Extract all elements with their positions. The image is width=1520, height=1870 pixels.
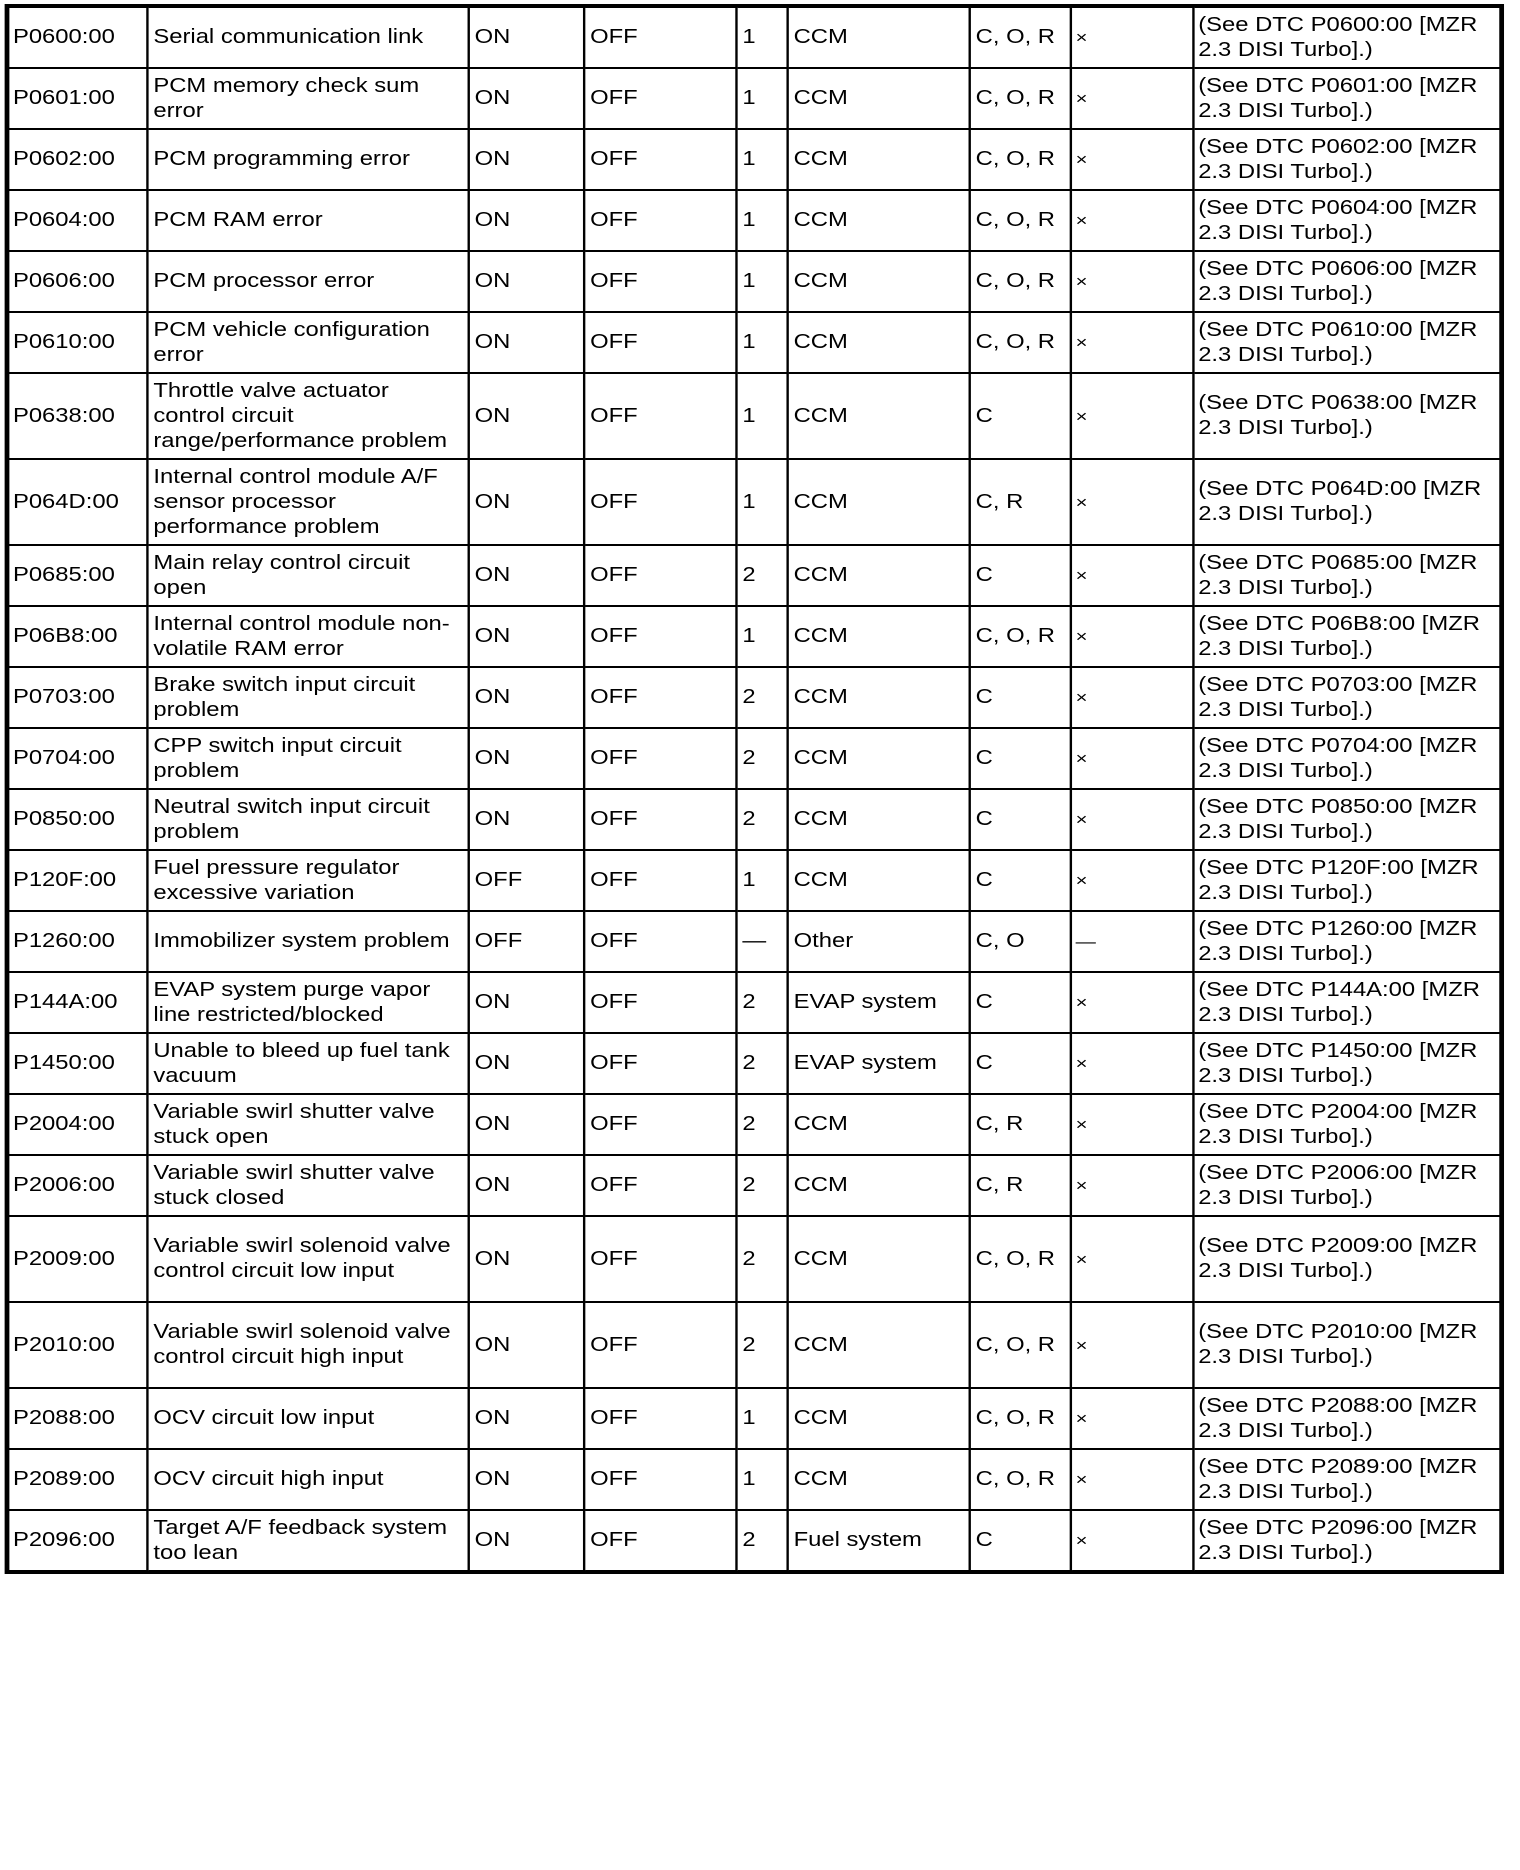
drive-cycle-cell: 1 (736, 606, 787, 667)
mil-status-cell: ON (469, 7, 584, 68)
mil-status-cell: OFF (469, 850, 584, 911)
monitor-item-cell: CCM (788, 1449, 970, 1510)
dtc-description-cell: Unable to bleed up fuel tank vacuum (147, 1033, 468, 1094)
self-test-cell: × (1071, 129, 1194, 190)
mil-status-cell: ON (469, 545, 584, 606)
page-reference-cell: (See DTC P064D:00 [MZR 2.3 DISI Turbo].) (1193, 459, 1500, 545)
self-test-cell: × (1071, 7, 1194, 68)
monitor-item-cell: CCM (788, 373, 970, 459)
self-test-cell: × (1071, 1155, 1194, 1216)
dtc-code-cell: P0601:00 (8, 68, 147, 129)
dtc-code-cell: P144A:00 (8, 972, 147, 1033)
mil-status-cell: ON (469, 1302, 584, 1388)
dtc-form-cell: C, O (970, 911, 1071, 972)
page-reference-cell: (See DTC P0638:00 [MZR 2.3 DISI Turbo].) (1193, 373, 1500, 459)
table-row (8, 129, 1500, 190)
dtc-form-cell: C, O, R (970, 1449, 1071, 1510)
dtc-code-cell: P2089:00 (8, 1449, 147, 1510)
dtc-code-cell: P0850:00 (8, 789, 147, 850)
dtc-form-cell: C, O, R (970, 606, 1071, 667)
self-test-cell: × (1071, 190, 1194, 251)
page-reference-cell: (See DTC P0601:00 [MZR 2.3 DISI Turbo].) (1193, 68, 1500, 129)
dtc-description-cell: Internal control module A/F sensor processor performance problem (147, 459, 468, 545)
table-row (8, 1216, 1500, 1302)
table-row (8, 1155, 1500, 1216)
self-test-cell: × (1071, 606, 1194, 667)
monitor-item-cell: CCM (788, 7, 970, 68)
generator-light-cell: OFF (584, 911, 736, 972)
dtc-form-cell: C, R (970, 1155, 1071, 1216)
table-row (8, 728, 1500, 789)
dtc-code-cell: P0703:00 (8, 667, 147, 728)
dtc-table-body (8, 7, 1500, 1571)
monitor-item-cell: CCM (788, 1216, 970, 1302)
table-row (8, 911, 1500, 972)
monitor-item-cell: CCM (788, 850, 970, 911)
dtc-description-cell: Throttle valve actuator control circuit range/performance problem (147, 373, 468, 459)
generator-light-cell: OFF (584, 789, 736, 850)
self-test-cell: × (1071, 667, 1194, 728)
dtc-form-cell: C, O, R (970, 1388, 1071, 1449)
monitor-item-cell: CCM (788, 1155, 970, 1216)
page-reference-cell: (See DTC P2006:00 [MZR 2.3 DISI Turbo].) (1193, 1155, 1500, 1216)
self-test-cell: × (1071, 545, 1194, 606)
page-reference-cell: (See DTC P0685:00 [MZR 2.3 DISI Turbo].) (1193, 545, 1500, 606)
self-test-cell: × (1071, 789, 1194, 850)
mil-status-cell: ON (469, 1033, 584, 1094)
dtc-description-cell: Neutral switch input circuit problem (147, 789, 468, 850)
generator-light-cell: OFF (584, 251, 736, 312)
mil-status-cell: ON (469, 1510, 584, 1571)
generator-light-cell: OFF (584, 459, 736, 545)
table-row (8, 972, 1500, 1033)
dtc-code-cell: P0638:00 (8, 373, 147, 459)
drive-cycle-cell: 2 (736, 972, 787, 1033)
dtc-code-cell: P2006:00 (8, 1155, 147, 1216)
page-reference-cell: (See DTC P0602:00 [MZR 2.3 DISI Turbo].) (1193, 129, 1500, 190)
mil-status-cell: OFF (469, 911, 584, 972)
self-test-cell: × (1071, 728, 1194, 789)
self-test-cell: × (1071, 1449, 1194, 1510)
self-test-cell: × (1071, 1033, 1194, 1094)
drive-cycle-cell: 2 (736, 789, 787, 850)
mil-status-cell: ON (469, 251, 584, 312)
dtc-code-cell: P0704:00 (8, 728, 147, 789)
monitor-item-cell: CCM (788, 667, 970, 728)
generator-light-cell: OFF (584, 545, 736, 606)
monitor-item-cell: CCM (788, 606, 970, 667)
drive-cycle-cell: 1 (736, 312, 787, 373)
generator-light-cell: OFF (584, 1155, 736, 1216)
dtc-form-cell: C, R (970, 459, 1071, 545)
page-reference-cell: (See DTC P2010:00 [MZR 2.3 DISI Turbo].) (1193, 1302, 1500, 1388)
table-row (8, 68, 1500, 129)
page-reference-cell: (See DTC P144A:00 [MZR 2.3 DISI Turbo].) (1193, 972, 1500, 1033)
page-reference-cell: (See DTC P0604:00 [MZR 2.3 DISI Turbo].) (1193, 190, 1500, 251)
self-test-cell: × (1071, 373, 1194, 459)
page-reference-cell: (See DTC P06B8:00 [MZR 2.3 DISI Turbo].) (1193, 606, 1500, 667)
self-test-cell: — (1071, 911, 1194, 972)
table-row (8, 789, 1500, 850)
dtc-description-cell: Internal control module non-volatile RAM error (147, 606, 468, 667)
dtc-code-cell: P2096:00 (8, 1510, 147, 1571)
self-test-cell: × (1071, 251, 1194, 312)
table-row (8, 606, 1500, 667)
generator-light-cell: OFF (584, 312, 736, 373)
monitor-item-cell: CCM (788, 312, 970, 373)
table-row (8, 7, 1500, 68)
self-test-cell: × (1071, 312, 1194, 373)
drive-cycle-cell: 1 (736, 129, 787, 190)
generator-light-cell: OFF (584, 1449, 736, 1510)
dtc-form-cell: C, O, R (970, 129, 1071, 190)
self-test-cell: × (1071, 1302, 1194, 1388)
dtc-form-cell: C, O, R (970, 68, 1071, 129)
dtc-code-cell: P0606:00 (8, 251, 147, 312)
mil-status-cell: ON (469, 373, 584, 459)
dtc-description-cell: Serial communication link (147, 7, 468, 68)
monitor-item-cell: CCM (788, 129, 970, 190)
dtc-code-cell: P06B8:00 (8, 606, 147, 667)
monitor-item-cell: Fuel system (788, 1510, 970, 1571)
dtc-form-cell: C, O, R (970, 7, 1071, 68)
dtc-form-cell: C (970, 850, 1071, 911)
generator-light-cell: OFF (584, 728, 736, 789)
monitor-item-cell: CCM (788, 789, 970, 850)
dtc-code-cell: P0685:00 (8, 545, 147, 606)
drive-cycle-cell: 2 (736, 545, 787, 606)
dtc-form-cell: C (970, 667, 1071, 728)
page-reference-cell: (See DTC P0600:00 [MZR 2.3 DISI Turbo].) (1193, 7, 1500, 68)
dtc-form-cell: C (970, 728, 1071, 789)
dtc-description-cell: PCM memory check sum error (147, 68, 468, 129)
drive-cycle-cell: 2 (736, 728, 787, 789)
table-row (8, 850, 1500, 911)
mil-status-cell: ON (469, 972, 584, 1033)
table-row (8, 667, 1500, 728)
dtc-description-cell: Immobilizer system problem (147, 911, 468, 972)
dtc-form-cell: C (970, 789, 1071, 850)
self-test-cell: × (1071, 850, 1194, 911)
dtc-description-cell: PCM processor error (147, 251, 468, 312)
drive-cycle-cell: 1 (736, 459, 787, 545)
table-row (8, 373, 1500, 459)
mil-status-cell: ON (469, 728, 584, 789)
monitor-item-cell: CCM (788, 1094, 970, 1155)
dtc-form-cell: C (970, 373, 1071, 459)
table-row (8, 1033, 1500, 1094)
table-row (8, 251, 1500, 312)
generator-light-cell: OFF (584, 667, 736, 728)
mil-status-cell: ON (469, 1216, 584, 1302)
generator-light-cell: OFF (584, 373, 736, 459)
monitor-item-cell: CCM (788, 68, 970, 129)
generator-light-cell: OFF (584, 68, 736, 129)
table-row (8, 1388, 1500, 1449)
generator-light-cell: OFF (584, 850, 736, 911)
dtc-description-cell: OCV circuit low input (147, 1388, 468, 1449)
dtc-form-cell: C (970, 972, 1071, 1033)
mil-status-cell: ON (469, 459, 584, 545)
monitor-item-cell: CCM (788, 1388, 970, 1449)
generator-light-cell: OFF (584, 1094, 736, 1155)
dtc-code-cell: P0602:00 (8, 129, 147, 190)
generator-light-cell: OFF (584, 1302, 736, 1388)
monitor-item-cell: EVAP system (788, 972, 970, 1033)
drive-cycle-cell: 2 (736, 1094, 787, 1155)
drive-cycle-cell: 1 (736, 1388, 787, 1449)
table-row (8, 459, 1500, 545)
page-reference-cell: (See DTC P2088:00 [MZR 2.3 DISI Turbo].) (1193, 1388, 1500, 1449)
generator-light-cell: OFF (584, 7, 736, 68)
monitor-item-cell: CCM (788, 1302, 970, 1388)
mil-status-cell: ON (469, 1094, 584, 1155)
table-row (8, 1449, 1500, 1510)
page-reference-cell: (See DTC P0704:00 [MZR 2.3 DISI Turbo].) (1193, 728, 1500, 789)
drive-cycle-cell: 1 (736, 373, 787, 459)
dtc-form-cell: C, R (970, 1094, 1071, 1155)
mil-status-cell: ON (469, 789, 584, 850)
dtc-code-cell: P064D:00 (8, 459, 147, 545)
dtc-code-cell: P2009:00 (8, 1216, 147, 1302)
drive-cycle-cell: 1 (736, 1449, 787, 1510)
page-reference-cell: (See DTC P0606:00 [MZR 2.3 DISI Turbo].) (1193, 251, 1500, 312)
self-test-cell: × (1071, 1510, 1194, 1571)
mil-status-cell: ON (469, 1449, 584, 1510)
page-reference-cell: (See DTC P0610:00 [MZR 2.3 DISI Turbo].) (1193, 312, 1500, 373)
dtc-description-cell: EVAP system purge vapor line restricted/blocked (147, 972, 468, 1033)
dtc-description-cell: Variable swirl shutter valve stuck open (147, 1094, 468, 1155)
drive-cycle-cell: 1 (736, 190, 787, 251)
dtc-code-cell: P0600:00 (8, 7, 147, 68)
mil-status-cell: ON (469, 1155, 584, 1216)
dtc-table (7, 6, 1502, 1572)
page-reference-cell: (See DTC P2089:00 [MZR 2.3 DISI Turbo].) (1193, 1449, 1500, 1510)
dtc-form-cell: C (970, 545, 1071, 606)
dtc-description-cell: CPP switch input circuit problem (147, 728, 468, 789)
self-test-cell: × (1071, 459, 1194, 545)
dtc-form-cell: C, O, R (970, 1216, 1071, 1302)
page-reference-cell: (See DTC P2009:00 [MZR 2.3 DISI Turbo].) (1193, 1216, 1500, 1302)
generator-light-cell: OFF (584, 1216, 736, 1302)
table-row (8, 1302, 1500, 1388)
dtc-code-cell: P120F:00 (8, 850, 147, 911)
generator-light-cell: OFF (584, 1033, 736, 1094)
table-row (8, 1510, 1500, 1571)
drive-cycle-cell: 1 (736, 7, 787, 68)
generator-light-cell: OFF (584, 129, 736, 190)
drive-cycle-cell: 1 (736, 251, 787, 312)
dtc-code-cell: P1260:00 (8, 911, 147, 972)
dtc-description-cell: Target A/F feedback system too lean (147, 1510, 468, 1571)
self-test-cell: × (1071, 1216, 1194, 1302)
drive-cycle-cell: 2 (736, 1302, 787, 1388)
dtc-table-page (7, 6, 1520, 1572)
mil-status-cell: ON (469, 190, 584, 251)
page-reference-cell: (See DTC P2096:00 [MZR 2.3 DISI Turbo].) (1193, 1510, 1500, 1571)
generator-light-cell: OFF (584, 190, 736, 251)
dtc-description-cell: OCV circuit high input (147, 1449, 468, 1510)
self-test-cell: × (1071, 1094, 1194, 1155)
self-test-cell: × (1071, 972, 1194, 1033)
dtc-description-cell: Variable swirl solenoid valve control circuit low input (147, 1216, 468, 1302)
dtc-description-cell: Main relay control circuit open (147, 545, 468, 606)
monitor-item-cell: CCM (788, 728, 970, 789)
page-reference-cell: (See DTC P0850:00 [MZR 2.3 DISI Turbo].) (1193, 789, 1500, 850)
drive-cycle-cell: 2 (736, 1510, 787, 1571)
mil-status-cell: ON (469, 1388, 584, 1449)
dtc-description-cell: PCM RAM error (147, 190, 468, 251)
table-row (8, 190, 1500, 251)
drive-cycle-cell: 2 (736, 667, 787, 728)
dtc-form-cell: C, O, R (970, 190, 1071, 251)
dtc-description-cell: Brake switch input circuit problem (147, 667, 468, 728)
page-reference-cell: (See DTC P0703:00 [MZR 2.3 DISI Turbo].) (1193, 667, 1500, 728)
monitor-item-cell: Other (788, 911, 970, 972)
monitor-item-cell: CCM (788, 545, 970, 606)
table-row (8, 312, 1500, 373)
mil-status-cell: ON (469, 129, 584, 190)
dtc-form-cell: C (970, 1033, 1071, 1094)
generator-light-cell: OFF (584, 1510, 736, 1571)
dtc-code-cell: P1450:00 (8, 1033, 147, 1094)
page-reference-cell: (See DTC P1260:00 [MZR 2.3 DISI Turbo].) (1193, 911, 1500, 972)
dtc-form-cell: C, O, R (970, 1302, 1071, 1388)
dtc-description-cell: PCM programming error (147, 129, 468, 190)
monitor-item-cell: CCM (788, 251, 970, 312)
mil-status-cell: ON (469, 667, 584, 728)
dtc-description-cell: Variable swirl shutter valve stuck closed (147, 1155, 468, 1216)
drive-cycle-cell: 2 (736, 1216, 787, 1302)
drive-cycle-cell: 1 (736, 68, 787, 129)
mil-status-cell: ON (469, 312, 584, 373)
drive-cycle-cell: — (736, 911, 787, 972)
drive-cycle-cell: 2 (736, 1155, 787, 1216)
generator-light-cell: OFF (584, 1388, 736, 1449)
dtc-code-cell: P0610:00 (8, 312, 147, 373)
dtc-form-cell: C, O, R (970, 251, 1071, 312)
dtc-code-cell: P2010:00 (8, 1302, 147, 1388)
dtc-form-cell: C (970, 1510, 1071, 1571)
self-test-cell: × (1071, 1388, 1194, 1449)
generator-light-cell: OFF (584, 972, 736, 1033)
monitor-item-cell: EVAP system (788, 1033, 970, 1094)
dtc-description-cell: PCM vehicle configuration error (147, 312, 468, 373)
drive-cycle-cell: 2 (736, 1033, 787, 1094)
mil-status-cell: ON (469, 68, 584, 129)
drive-cycle-cell: 1 (736, 850, 787, 911)
page-reference-cell: (See DTC P2004:00 [MZR 2.3 DISI Turbo].) (1193, 1094, 1500, 1155)
mil-status-cell: ON (469, 606, 584, 667)
dtc-code-cell: P2088:00 (8, 1388, 147, 1449)
table-row (8, 545, 1500, 606)
dtc-description-cell: Variable swirl solenoid valve control circuit high input (147, 1302, 468, 1388)
dtc-code-cell: P0604:00 (8, 190, 147, 251)
dtc-form-cell: C, O, R (970, 312, 1071, 373)
monitor-item-cell: CCM (788, 190, 970, 251)
dtc-code-cell: P2004:00 (8, 1094, 147, 1155)
table-row (8, 1094, 1500, 1155)
generator-light-cell: OFF (584, 606, 736, 667)
page-reference-cell: (See DTC P120F:00 [MZR 2.3 DISI Turbo].) (1193, 850, 1500, 911)
page-reference-cell: (See DTC P1450:00 [MZR 2.3 DISI Turbo].) (1193, 1033, 1500, 1094)
monitor-item-cell: CCM (788, 459, 970, 545)
self-test-cell: × (1071, 68, 1194, 129)
dtc-description-cell: Fuel pressure regulator excessive variation (147, 850, 468, 911)
